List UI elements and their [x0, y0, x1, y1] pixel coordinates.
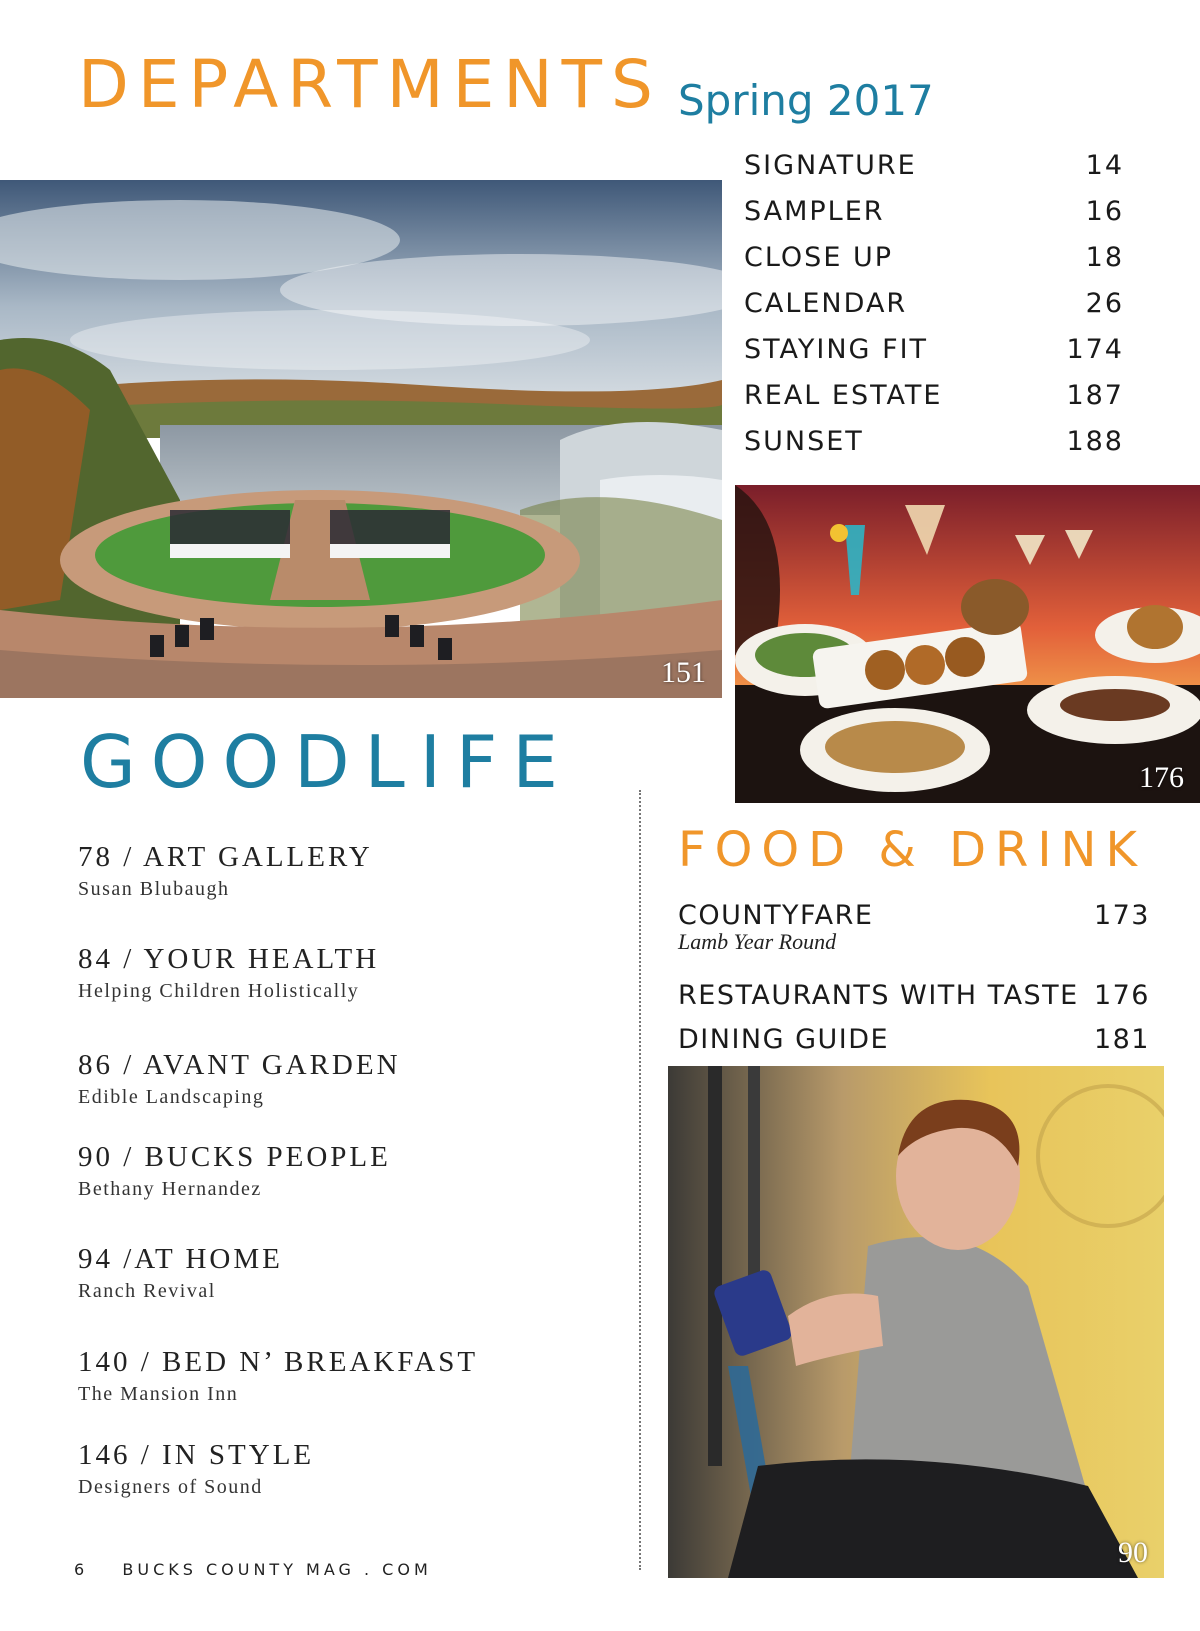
food-drink-item-name: DINING GUIDE — [678, 1024, 890, 1055]
goodlife-item-title: 84 / YOUR HEALTH — [78, 943, 380, 975]
fitness-photo-caption: 90 — [1118, 1536, 1148, 1569]
department-name: SIGNATURE — [744, 150, 917, 181]
department-page: 187 — [1066, 380, 1124, 411]
column-divider — [639, 790, 641, 1570]
goodlife-item-subtitle: Ranch Revival — [78, 1280, 216, 1302]
food-photo-graphic — [735, 485, 1200, 803]
goodlife-item-title: 94 /AT HOME — [78, 1243, 283, 1275]
wedding-photo[interactable] — [0, 180, 722, 698]
goodlife-item-subtitle: Susan Blubaugh — [78, 878, 230, 900]
goodlife-item[interactable] — [78, 945, 598, 1001]
footer-site[interactable]: BUCKS COUNTY MAG . COM — [122, 1560, 432, 1579]
food-drink-item-page: 181 — [1093, 1024, 1150, 1055]
department-row[interactable] — [744, 290, 1124, 336]
goodlife-item[interactable] — [78, 1051, 598, 1107]
food-drink-item-name: RESTAURANTS WITH TASTE — [678, 980, 1079, 1011]
department-row[interactable] — [744, 244, 1124, 290]
department-page: 14 — [1085, 150, 1124, 181]
issue-label: Spring 2017 — [678, 76, 934, 125]
goodlife-item-title: 78 / ART GALLERY — [78, 841, 373, 873]
wedding-photo-caption: 151 — [661, 656, 706, 689]
goodlife-item-subtitle: Designers of Sound — [78, 1476, 263, 1498]
food-drink-heading: FOOD & DRINK — [678, 822, 1146, 878]
food-drink-item[interactable] — [678, 1026, 1150, 1053]
department-row[interactable] — [744, 336, 1124, 382]
food-drink-item-page: 173 — [1093, 900, 1150, 931]
food-drink-item-name: COUNTYFARE — [678, 900, 874, 931]
department-row[interactable] — [744, 428, 1124, 474]
department-name: CLOSE UP — [744, 242, 894, 273]
department-row[interactable] — [744, 152, 1124, 198]
department-row[interactable] — [744, 382, 1124, 428]
department-page: 174 — [1066, 334, 1124, 365]
wedding-photo-graphic — [0, 180, 722, 698]
goodlife-item-subtitle: The Mansion Inn — [78, 1383, 239, 1405]
goodlife-item-title: 140 / BED N’ BREAKFAST — [78, 1346, 479, 1378]
goodlife-item[interactable] — [78, 1348, 598, 1404]
departments-list — [744, 152, 1124, 474]
departments-heading: DEPARTMENTS — [78, 46, 662, 123]
department-name: STAYING FIT — [744, 334, 929, 365]
goodlife-item-title: 90 / BUCKS PEOPLE — [78, 1141, 391, 1173]
goodlife-item[interactable] — [78, 843, 598, 899]
goodlife-item-subtitle: Helping Children Holistically — [78, 980, 360, 1002]
department-page: 26 — [1085, 288, 1124, 319]
food-photo-caption: 176 — [1139, 761, 1184, 794]
goodlife-item-subtitle: Edible Landscaping — [78, 1086, 265, 1108]
food-drink-item-subtitle: Lamb Year Round — [678, 929, 837, 954]
department-name: SUNSET — [744, 426, 864, 457]
department-page: 18 — [1085, 242, 1124, 273]
goodlife-heading: GOODLIFE — [80, 720, 573, 804]
goodlife-item-title: 86 / AVANT GARDEN — [78, 1049, 401, 1081]
food-photo[interactable] — [735, 485, 1200, 803]
goodlife-item[interactable] — [78, 1245, 598, 1301]
department-name: REAL ESTATE — [744, 380, 943, 411]
food-drink-item-page: 176 — [1093, 980, 1150, 1011]
goodlife-item[interactable] — [78, 1143, 598, 1199]
department-name: SAMPLER — [744, 196, 885, 227]
fitness-photo[interactable] — [668, 1066, 1164, 1578]
page-footer — [74, 1560, 432, 1579]
food-drink-item[interactable] — [678, 982, 1150, 1009]
department-page: 16 — [1085, 196, 1124, 227]
goodlife-item-title: 146 / IN STYLE — [78, 1439, 315, 1471]
food-drink-item[interactable] — [678, 902, 1150, 953]
page-number: 6 — [74, 1560, 89, 1579]
department-name: CALENDAR — [744, 288, 908, 319]
goodlife-item-subtitle: Bethany Hernandez — [78, 1178, 262, 1200]
department-row[interactable] — [744, 198, 1124, 244]
fitness-photo-graphic — [668, 1066, 1164, 1578]
department-page: 188 — [1066, 426, 1124, 457]
goodlife-item[interactable] — [78, 1441, 598, 1497]
